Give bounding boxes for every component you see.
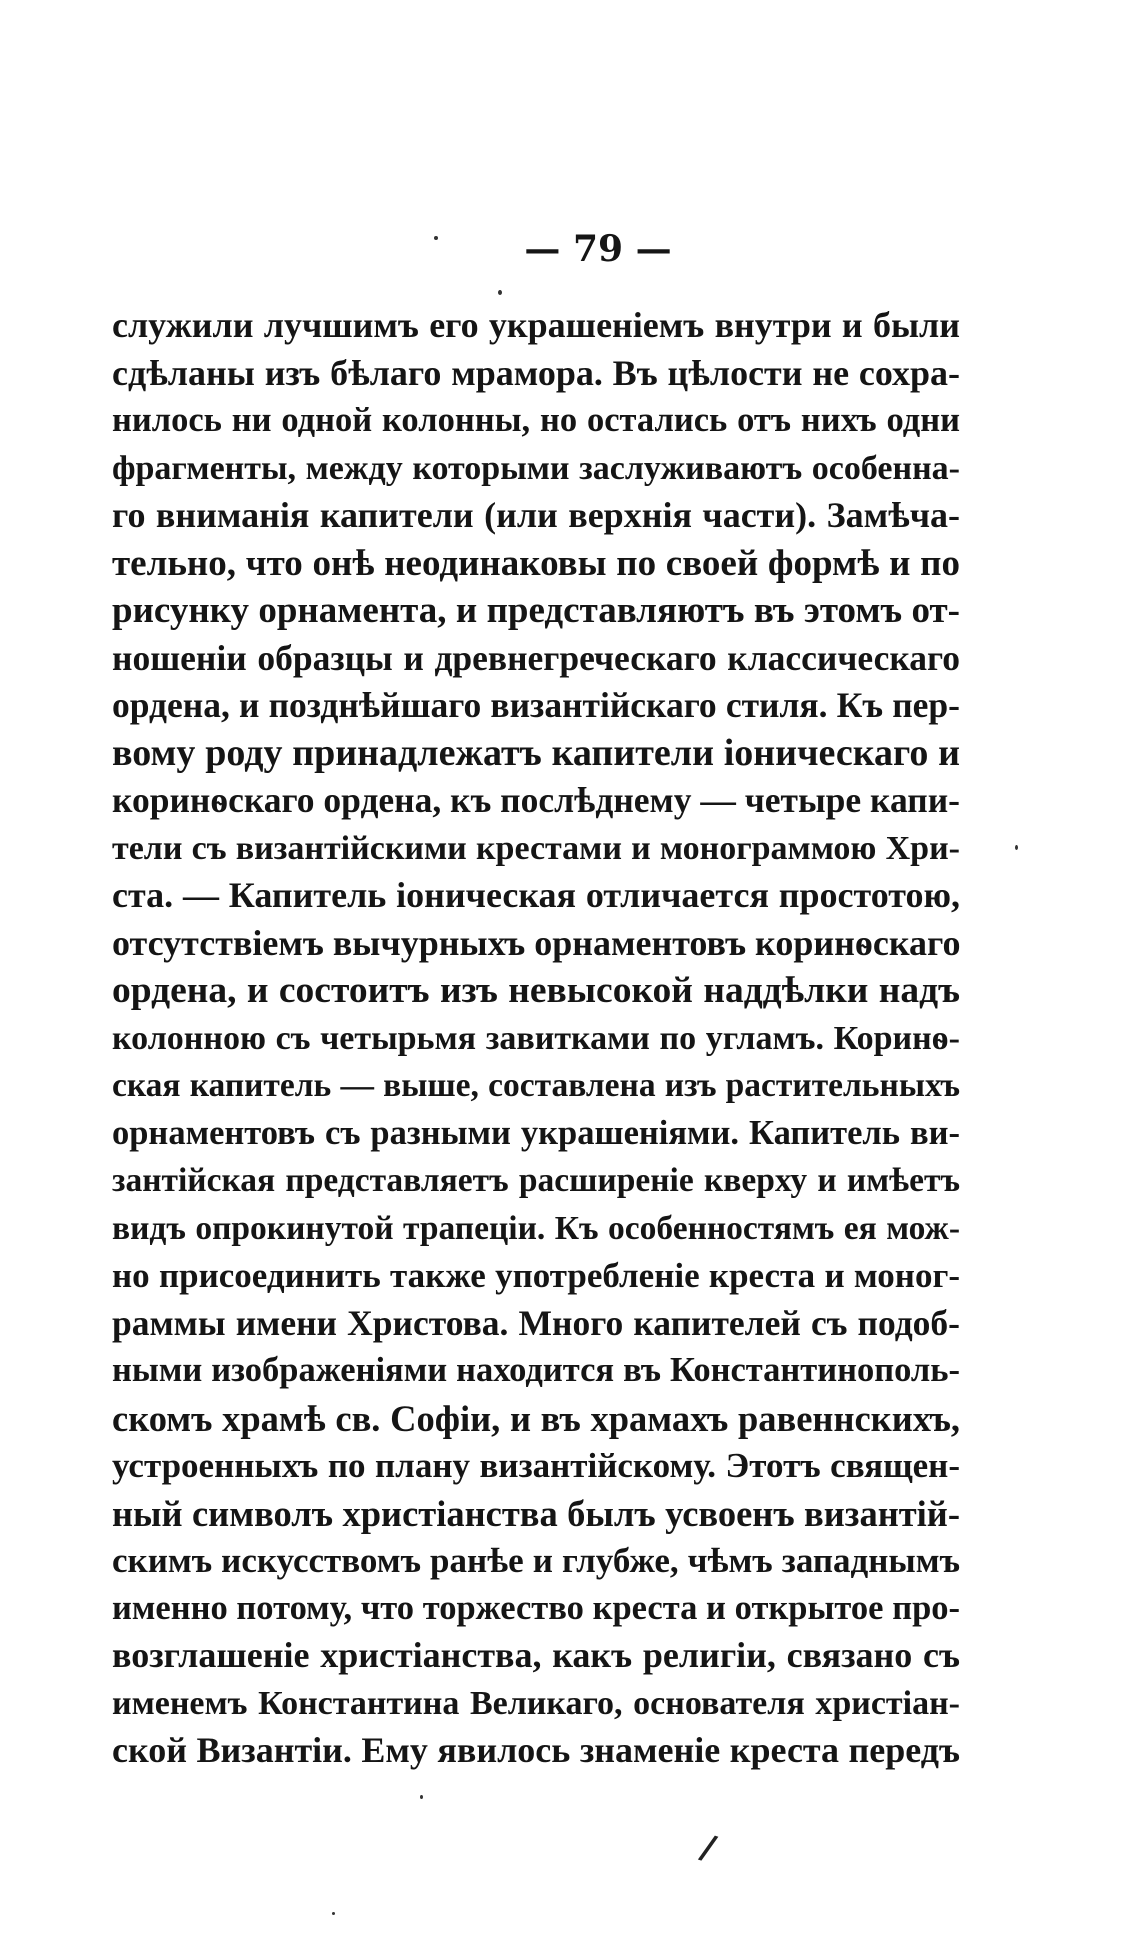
scan-speck xyxy=(498,290,502,295)
scan-speck xyxy=(434,236,438,240)
text-line: рисунку орнамента, и представляютъ въ этомъ от- xyxy=(112,590,960,631)
text-line: фрагменты, между которыми заслуживаютъ особенна- xyxy=(112,449,960,487)
scan-speck xyxy=(332,1912,335,1915)
text-line: раммы имени Христова. Много капителей съ подоб- xyxy=(112,1302,960,1343)
text-line: ными изображеніями находится въ Константинополь- xyxy=(112,1351,960,1389)
scan-speck xyxy=(1015,845,1018,850)
text-line: ста. — Капитель іоническая отличается простотою, xyxy=(112,875,960,915)
text-line: ношеніи образцы и древнегреческаго классическаго xyxy=(112,637,960,678)
page-number: — 79 — xyxy=(524,228,672,270)
text-line: орнаментовъ съ разными украшеніями. Капитель ви- xyxy=(112,1113,960,1152)
text-line: возглашеніе христіанства, какъ религіи, связано съ xyxy=(112,1635,960,1675)
text-line: именно потому, что торжество креста и открытое про- xyxy=(112,1588,960,1627)
text-line: ской Византіи. Ему явилось знаменіе креста передъ xyxy=(112,1730,960,1770)
text-line: сдѣланы изъ бѣлаго мрамора. Въ цѣлости не сохра- xyxy=(112,352,960,393)
scan-speck xyxy=(420,1795,423,1799)
text-line: скомъ храмѣ св. Софіи, и въ храмахъ равеннскихъ, xyxy=(112,1397,960,1439)
text-line: тельно, что онѣ неодинаковы по своей формѣ и по xyxy=(112,542,960,584)
text-line: ордена, и состоитъ изъ невысокой наддѣлки надъ xyxy=(112,970,960,1011)
text-line: колонною съ четырьмя завитками по угламъ. Коринѳ- xyxy=(112,1019,960,1057)
text-line: но присоединить также употребленіе креста и моног- xyxy=(112,1256,960,1295)
text-line: ный символъ христіанства былъ усвоенъ византій- xyxy=(112,1492,960,1534)
text-line: коринѳскаго ордена, къ послѣднему — четыре капи- xyxy=(112,780,960,820)
text-line: скимъ искусствомъ ранѣе и глубже, чѣмъ западнымъ xyxy=(112,1541,960,1580)
text-line: ордена, и позднѣйшаго византійскаго стиля. Къ пер- xyxy=(112,685,960,725)
text-line: го вниманія капители (или верхнія части). Замѣча- xyxy=(112,495,960,535)
text-line: ская капитель — выше, составлена изъ растительныхъ xyxy=(112,1067,960,1104)
text-line: отсутствіемъ вычурныхъ орнаментовъ коринѳскаго xyxy=(112,922,961,963)
text-line: видъ опрокинутой трапеціи. Къ особенностямъ ея мож- xyxy=(112,1209,960,1247)
text-line: зантійская представляетъ расширеніе кверху и имѣетъ xyxy=(112,1162,960,1199)
text-line: устроенныхъ по плану византійскому. Этотъ священ- xyxy=(112,1446,960,1485)
text-line: нилось ни одной колонны, но остались отъ нихъ одни xyxy=(112,401,960,439)
text-line: именемъ Константина Великаго, основателя христіан- xyxy=(112,1684,960,1722)
text-line: вому роду принадлежатъ капители іоническаго и xyxy=(112,731,960,774)
body-text xyxy=(112,302,960,1775)
ink-stroke-mark: / xyxy=(696,1827,721,1869)
text-line: тели съ византійскими крестами и монограммою Хри- xyxy=(112,829,960,867)
text-line: служили лучшимъ его украшеніемъ внутри и были xyxy=(112,305,960,345)
